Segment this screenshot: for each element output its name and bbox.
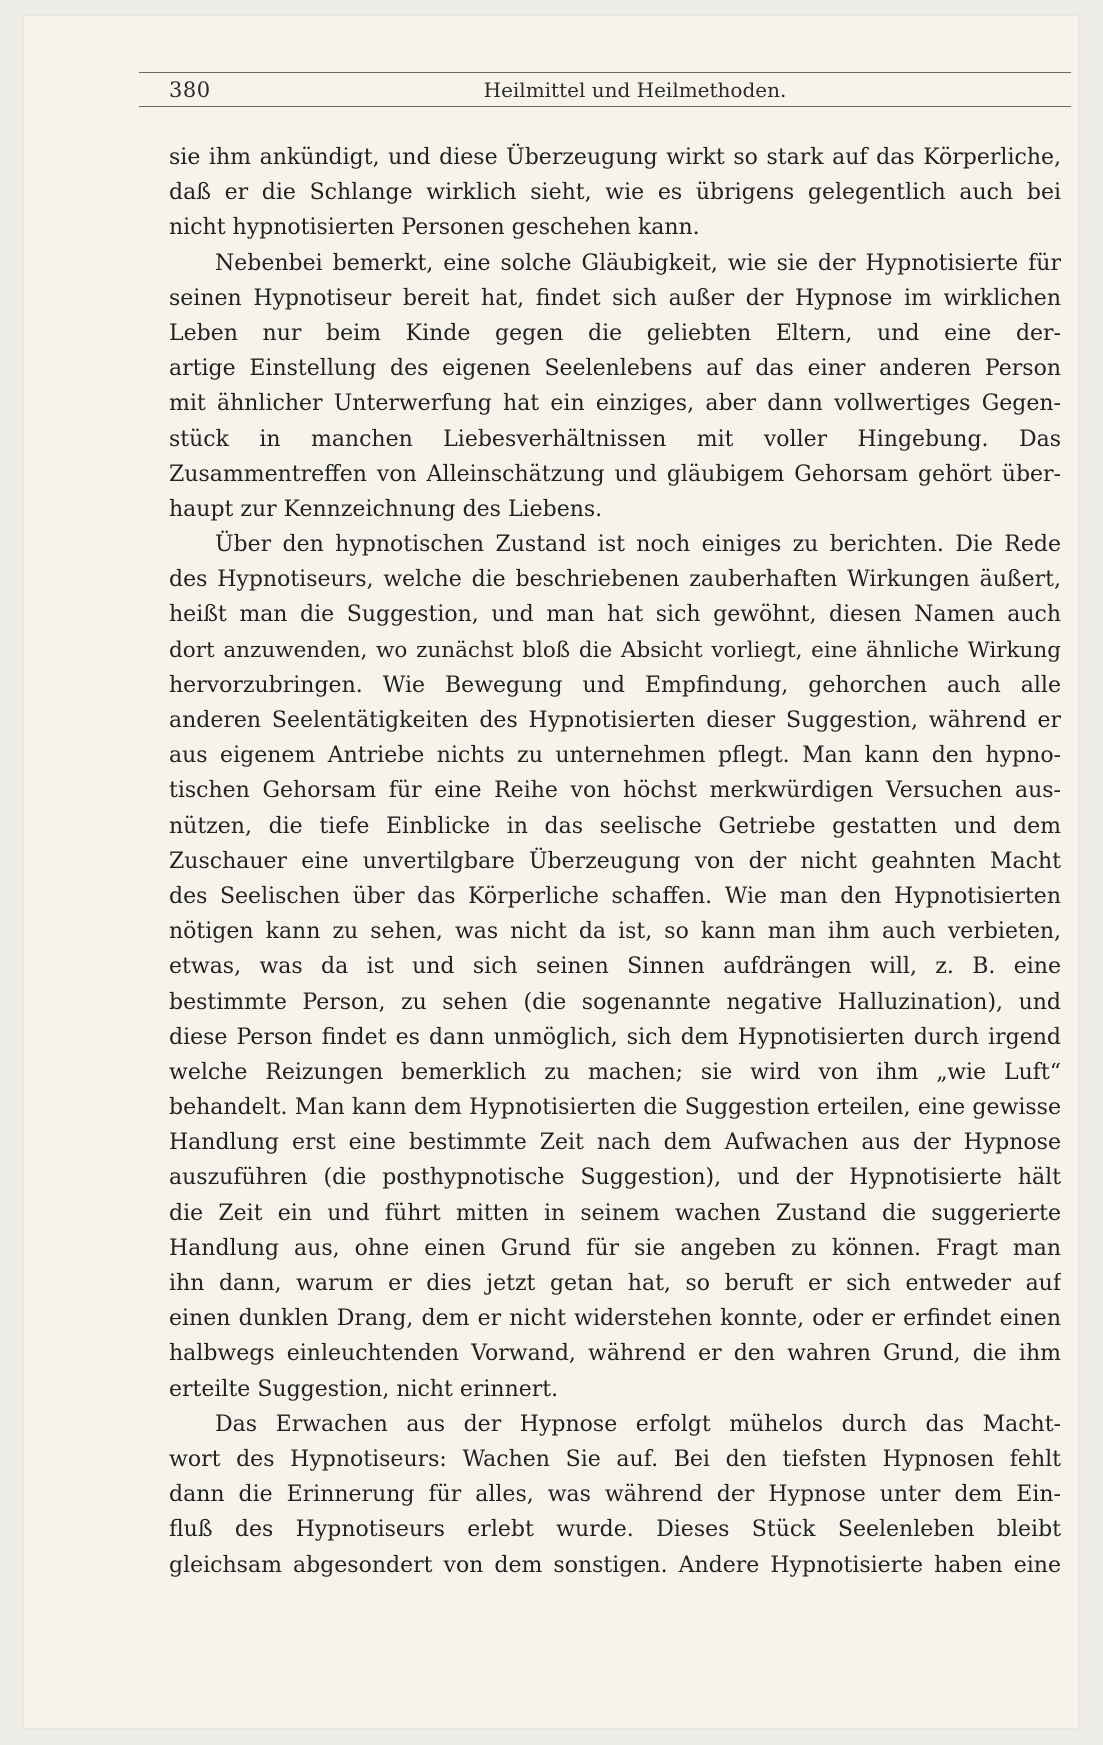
text-line: Leben nur beim Kinde gegen die geliebten Eltern, und eine der- bbox=[169, 320, 1061, 346]
running-title: Heilmittel und Heilmethoden. bbox=[483, 78, 787, 102]
text-line: des Seelischen über das Körperliche schaffen. Wie man den Hypnotisierten bbox=[169, 883, 1061, 909]
text-line: fluß des Hypnotiseurs erlebt wurde. Dieses Stück Seelenleben bleibt bbox=[169, 1517, 1061, 1543]
text-line: bestimmte Person, zu sehen (die sogenannte negative Halluzination), und bbox=[169, 989, 1061, 1015]
header-rule-top bbox=[139, 72, 1071, 73]
text-line: welche Reizungen bemerklich zu machen; sie wird von ihm „wie Luft“ bbox=[169, 1059, 1061, 1085]
header-rule-bottom bbox=[139, 106, 1071, 107]
text-line: artige Einstellung des eigenen Seelenlebens auf das einer anderen Person bbox=[169, 356, 1061, 382]
page-number: 380 bbox=[169, 78, 211, 102]
text-line: halbwegs einleuchtenden Vorwand, während er den wahren Grund, die ihm bbox=[169, 1341, 1061, 1367]
text-line: Handlung aus, ohne einen Grund für sie angeben zu können. Fragt man bbox=[169, 1235, 1061, 1261]
text-line: die Zeit ein und führt mitten in seinem wachen Zustand die suggerierte bbox=[169, 1200, 1061, 1226]
text-line: heißt man die Suggestion, und man hat sich gewöhnt, diesen Namen auch bbox=[169, 602, 1061, 628]
running-header bbox=[139, 64, 1071, 108]
text-line: dann die Erinnerung für alles, was während der Hypnose unter dem Ein- bbox=[169, 1482, 1061, 1508]
text-line: etwas, was da ist und sich seinen Sinnen aufdrängen will, z. B. eine bbox=[169, 954, 1061, 980]
book-page bbox=[24, 16, 1078, 1728]
text-line: diese Person findet es dann unmöglich, sich dem Hypnotisierten durch irgend bbox=[169, 1024, 1061, 1050]
text-line: aus eigenem Antriebe nichts zu unternehmen pflegt. Man kann den hypno- bbox=[169, 743, 1061, 769]
text-line: Das Erwachen aus der Hypnose erfolgt mühelos durch das Macht- bbox=[215, 1411, 1061, 1437]
text-line: dort anzuwenden, wo zunächst bloß die Absicht vorliegt, eine ähnliche Wirkung bbox=[169, 637, 1061, 663]
text-line: wort des Hypnotiseurs: Wachen Sie auf. Bei den tiefsten Hypnosen fehlt bbox=[169, 1446, 1061, 1472]
text-line: Zuschauer eine unvertilgbare Überzeugung von der nicht geahnten Macht bbox=[169, 848, 1061, 874]
text-line: daß er die Schlange wirklich sieht, wie es übrigens gelegentlich auch bei bbox=[169, 180, 1061, 206]
text-line: ihn dann, warum er dies jetzt getan hat, so beruft er sich entweder auf bbox=[169, 1271, 1061, 1296]
text-line: nicht hypnotisierten Personen geschehen kann. bbox=[169, 215, 700, 241]
text-line: seinen Hypnotiseur bereit hat, findet sich außer der Hypnose im wirklichen bbox=[169, 285, 1061, 311]
body-text bbox=[169, 140, 1061, 1583]
text-line: sie ihm ankündigt, und diese Überzeugung wirkt so stark auf das Körperliche, bbox=[169, 145, 1061, 170]
text-line: nützen, die tiefe Einblicke in das seelische Getriebe gestatten und dem bbox=[169, 813, 1061, 839]
text-line: des Hypnotiseurs, welche die beschriebenen zauberhaften Wirkungen äußert, bbox=[169, 567, 1061, 593]
text-line: haupt zur Kennzeichnung des Liebens. bbox=[169, 496, 603, 522]
text-line: mit ähnlicher Unterwerfung hat ein einziges, aber dann vollwertiges Gegen- bbox=[169, 391, 1061, 417]
text-line: anderen Seelentätigkeiten des Hypnotisierten dieser Suggestion, während er bbox=[169, 708, 1061, 733]
text-line: erteilte Suggestion, nicht erinnert. bbox=[169, 1376, 559, 1402]
text-line: hervorzubringen. Wie Bewegung und Empfindung, gehorchen auch alle bbox=[169, 672, 1061, 698]
text-line: Über den hypnotischen Zustand ist noch einiges zu berichten. Die Rede bbox=[215, 532, 1061, 558]
text-line: gleichsam abgesondert von dem sonstigen. Andere Hypnotisierte haben eine bbox=[169, 1552, 1061, 1578]
text-line: behandelt. Man kann dem Hypnotisierten die Suggestion erteilen, eine gewisse bbox=[169, 1095, 1061, 1121]
text-line: einen dunklen Drang, dem er nicht widerstehen konnte, oder er erfindet einen bbox=[169, 1306, 1061, 1332]
text-line: Zusammentreffen von Alleinschätzung und gläubigem Gehorsam gehört über- bbox=[169, 461, 1061, 487]
text-line: Handlung erst eine bestimmte Zeit nach dem Aufwachen aus der Hypnose bbox=[169, 1130, 1061, 1156]
text-line: tischen Gehorsam für eine Reihe von höchst merkwürdigen Versuchen aus- bbox=[169, 778, 1061, 804]
text-line: Nebenbei bemerkt, eine solche Gläubigkeit, wie sie der Hypnotisierte für bbox=[215, 250, 1061, 276]
text-line: stück in manchen Liebesverhältnissen mit voller Hingebung. Das bbox=[169, 426, 1061, 452]
text-line: auszuführen (die posthypnotische Suggestion), und der Hypnotisierte hält bbox=[169, 1165, 1061, 1191]
text-line: nötigen kann zu sehen, was nicht da ist, so kann man ihm auch verbieten, bbox=[169, 919, 1061, 945]
